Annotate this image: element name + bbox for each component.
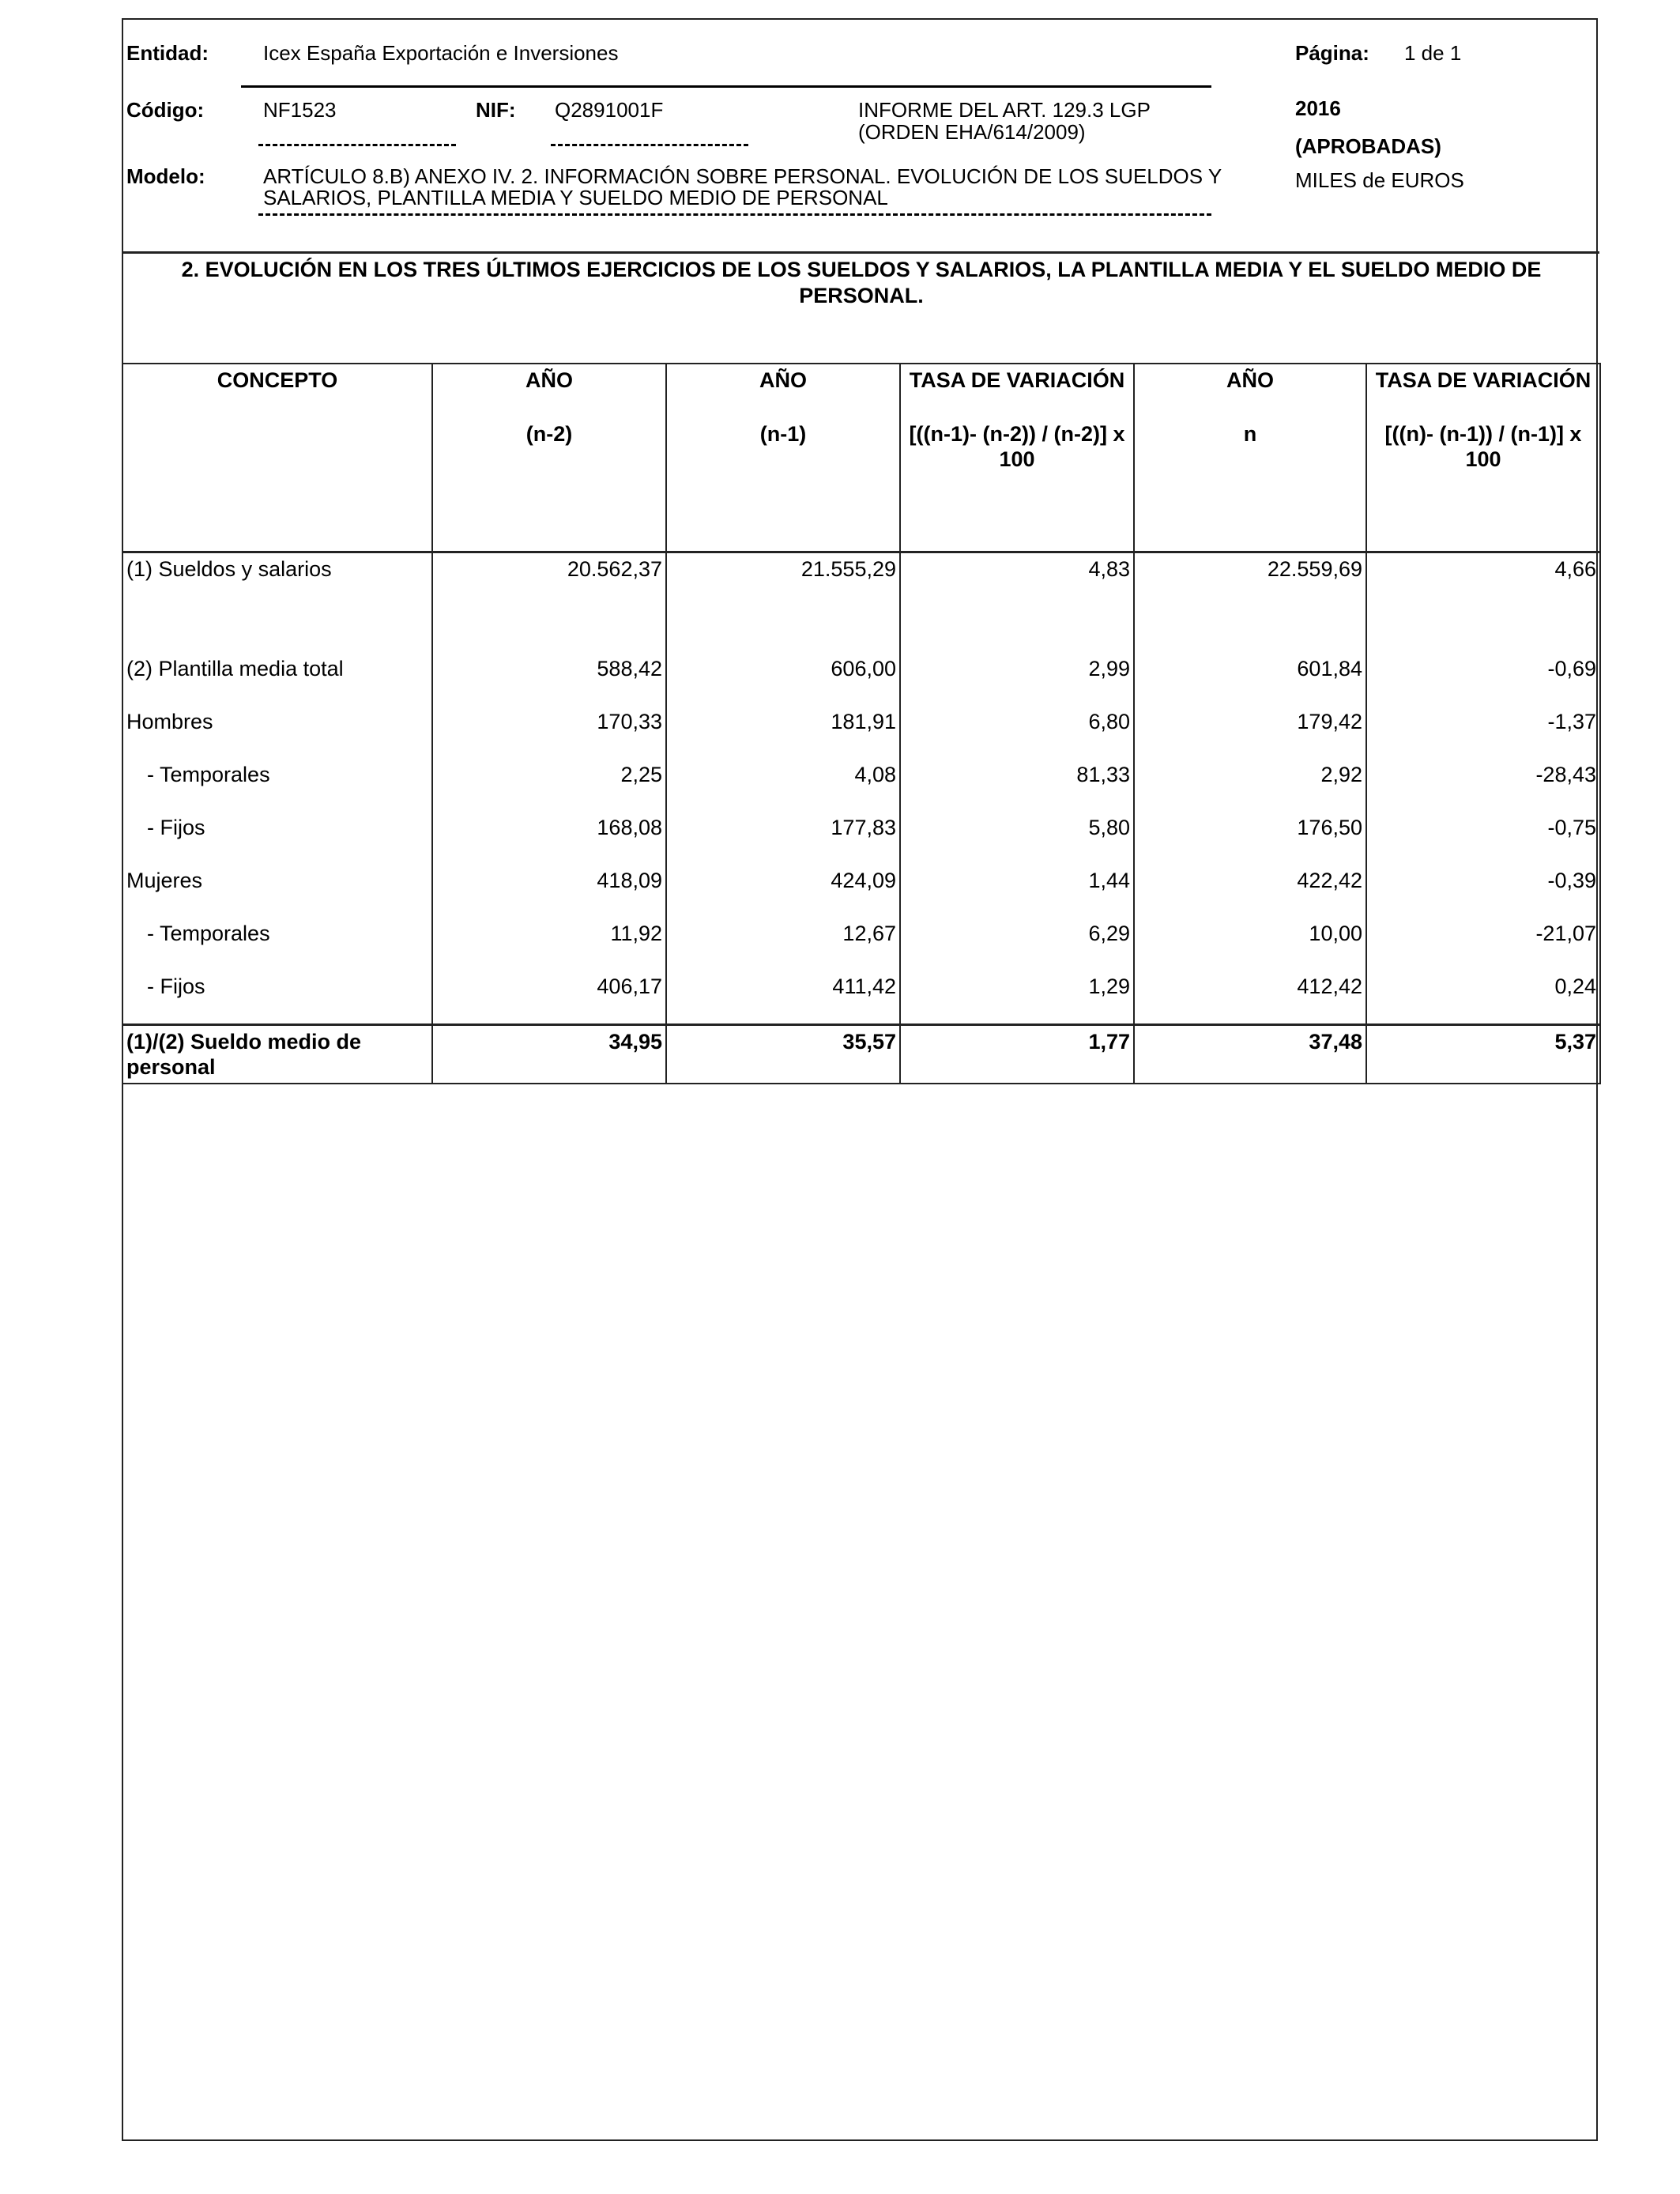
modelo-label: Modelo:	[126, 164, 205, 188]
cell-value: 588,42	[432, 653, 666, 706]
column-title: AÑO	[759, 368, 807, 392]
cell-value: 6,29	[900, 918, 1134, 971]
cell-value: 4,08	[666, 759, 900, 812]
dashed-divider	[258, 213, 1211, 216]
cell-value: 5,80	[900, 812, 1134, 865]
cell-value: 4,83	[900, 552, 1134, 654]
nif-value: Q2891001F	[555, 98, 664, 122]
table-row	[122, 653, 1600, 706]
informe-line2: (ORDEN EHA/614/2009)	[858, 120, 1086, 144]
entidad-value: Icex España Exportación e Inversiones	[263, 41, 619, 65]
cell-value: 81,33	[900, 759, 1134, 812]
cell-value: 34,95	[432, 1025, 666, 1084]
row-label: (1)/(2) Sueldo medio de personal	[122, 1025, 432, 1084]
row-label: - Temporales	[122, 918, 432, 971]
table-row	[122, 971, 1600, 1025]
cell-value: 10,00	[1134, 918, 1366, 971]
cell-value: 418,09	[432, 865, 666, 918]
cell-value: 35,57	[666, 1025, 900, 1084]
row-label: - Temporales	[122, 759, 432, 812]
column-subtitle: (n-1)	[759, 422, 807, 446]
cell-value: 411,42	[666, 971, 900, 1025]
personnel-table	[122, 363, 1601, 1084]
column-header	[432, 364, 666, 552]
cell-value: 0,24	[1366, 971, 1600, 1025]
codigo-label: Código:	[126, 98, 205, 122]
table-row	[122, 759, 1600, 812]
cell-value: 1,29	[900, 971, 1134, 1025]
cell-value: 170,33	[432, 706, 666, 759]
dashed-divider	[551, 144, 748, 146]
cell-value: 412,42	[1134, 971, 1366, 1025]
cell-value: 2,92	[1134, 759, 1366, 812]
cell-value: 21.555,29	[666, 552, 900, 654]
column-title: AÑO	[1226, 368, 1274, 392]
row-label: Hombres	[122, 706, 432, 759]
cell-value: 424,09	[666, 865, 900, 918]
row-label: (1) Sueldos y salarios	[122, 552, 432, 654]
table-row	[122, 1025, 1600, 1084]
table-header-row	[122, 364, 1600, 552]
cell-value: -0,75	[1366, 812, 1600, 865]
section-divider	[122, 251, 1599, 254]
year: 2016	[1295, 96, 1341, 120]
table-row	[122, 918, 1600, 971]
cell-value: 181,91	[666, 706, 900, 759]
cell-value: 1,77	[900, 1025, 1134, 1084]
column-subtitle: n	[1243, 422, 1257, 446]
table-row	[122, 812, 1600, 865]
pagina-label: Página:	[1295, 41, 1369, 65]
cell-value: 11,92	[432, 918, 666, 971]
cell-value: 22.559,69	[1134, 552, 1366, 654]
row-label: - Fijos	[122, 812, 432, 865]
column-title: TASA DE VARIACIÓN	[909, 368, 1125, 392]
cell-value: 6,80	[900, 706, 1134, 759]
units: MILES de EUROS	[1295, 168, 1464, 192]
column-subtitle: [((n)- (n-1)) / (n-1)] x 100	[1384, 422, 1582, 471]
dashed-divider	[258, 144, 456, 146]
cell-value: 422,42	[1134, 865, 1366, 918]
cell-value: 1,44	[900, 865, 1134, 918]
column-header	[666, 364, 900, 552]
column-header	[900, 364, 1134, 552]
cell-value: 12,67	[666, 918, 900, 971]
cell-value: 2,25	[432, 759, 666, 812]
nif-label: NIF:	[476, 98, 516, 122]
cell-value: 406,17	[432, 971, 666, 1025]
divider	[241, 85, 1211, 88]
cell-value: -1,37	[1366, 706, 1600, 759]
cell-value: -0,39	[1366, 865, 1600, 918]
entidad-label: Entidad:	[126, 41, 209, 65]
column-subtitle: [((n-1)- (n-2)) / (n-2)] x 100	[909, 422, 1125, 471]
column-subtitle: (n-2)	[525, 422, 573, 446]
cell-value: 601,84	[1134, 653, 1366, 706]
column-title: TASA DE VARIACIÓN	[1375, 368, 1591, 392]
status: (APROBADAS)	[1295, 134, 1441, 158]
codigo-value: NF1523	[263, 98, 337, 122]
cell-value: -28,43	[1366, 759, 1600, 812]
modelo-line2: SALARIOS, PLANTILLA MEDIA Y SUELDO MEDIO DE PERSONAL	[263, 186, 888, 209]
column-title: AÑO	[525, 368, 573, 392]
table-row	[122, 865, 1600, 918]
table-row	[122, 552, 1600, 654]
cell-value: 606,00	[666, 653, 900, 706]
table-row	[122, 706, 1600, 759]
cell-value: -21,07	[1366, 918, 1600, 971]
cell-value: 20.562,37	[432, 552, 666, 654]
cell-value: -0,69	[1366, 653, 1600, 706]
cell-value: 168,08	[432, 812, 666, 865]
row-label: (2) Plantilla media total	[122, 653, 432, 706]
section-title: 2. EVOLUCIÓN EN LOS TRES ÚLTIMOS EJERCICIOS DE LOS SUELDOS Y SALARIOS, LA PLANTILLA MEDIA Y EL SUELDO MEDIO DE PERSONAL.	[181, 258, 1542, 307]
pagina-value: 1 de 1	[1404, 41, 1462, 65]
cell-value: 4,66	[1366, 552, 1600, 654]
cell-value: 2,99	[900, 653, 1134, 706]
informe-line1: INFORME DEL ART. 129.3 LGP	[858, 98, 1151, 122]
column-title: CONCEPTO	[217, 368, 338, 392]
modelo-line1: ARTÍCULO 8.B) ANEXO IV. 2. INFORMACIÓN SOBRE PERSONAL. EVOLUCIÓN DE LOS SUELDOS Y	[263, 164, 1222, 188]
row-label: Mujeres	[122, 865, 432, 918]
column-header	[122, 364, 432, 552]
column-header	[1366, 364, 1600, 552]
cell-value: 179,42	[1134, 706, 1366, 759]
cell-value: 37,48	[1134, 1025, 1366, 1084]
column-header	[1134, 364, 1366, 552]
row-label: - Fijos	[122, 971, 432, 1025]
cell-value: 177,83	[666, 812, 900, 865]
cell-value: 5,37	[1366, 1025, 1600, 1084]
cell-value: 176,50	[1134, 812, 1366, 865]
